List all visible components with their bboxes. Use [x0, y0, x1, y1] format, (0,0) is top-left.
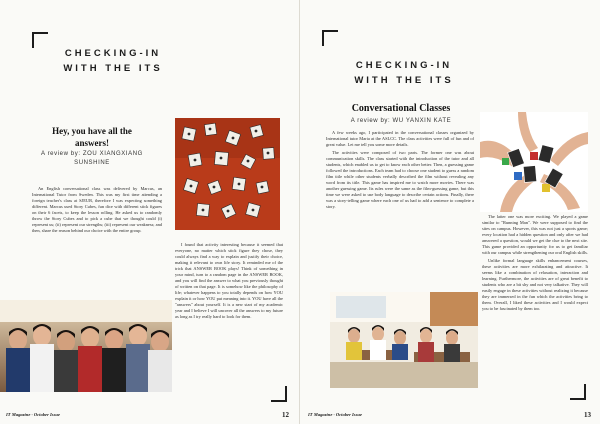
- section-title: [38, 46, 188, 76]
- group-photo: [0, 300, 172, 392]
- corner-bracket-top-left-icon: [322, 30, 338, 46]
- byline: A review by: WU YANXIN KATE: [350, 118, 452, 124]
- classroom-illustration: [330, 292, 478, 388]
- body-paragraph: Unlike formal language skills enhancement courses, these activities are more exhilarating and attractive. It seems like a combination of relaxation, interaction and learning. Furthermore, the activities are of great benefit to students who are a bit shy and not very talkative. They will easily engage in these activities without realizing it because they are immersed in the fun which the activities bring to them. Overall, I liked these activities and I would expect you to be fascinated by them too.: [482, 258, 588, 311]
- corner-bracket-bottom-right-icon: [271, 386, 287, 402]
- classroom-photo: [330, 292, 478, 388]
- section-title: [334, 58, 474, 88]
- left-column-2: [175, 242, 283, 322]
- right-column-1: [326, 130, 474, 212]
- section-title-line-2: WITH THE ITS: [354, 75, 454, 86]
- article-title: Conversational Classes: [351, 103, 451, 114]
- article-title: [18, 125, 166, 149]
- corner-bracket-bottom-right-icon: [570, 384, 586, 400]
- section-title-line-2: WITH THE ITS: [63, 63, 163, 74]
- story-cubes-photo: [175, 118, 280, 230]
- group-photo-illustration: [0, 300, 172, 392]
- byline: [18, 150, 166, 168]
- body-paragraph: The activities were composed of two parts. The former one was about communication skills. The class started with the introduction of the tutor and all students, which enabled us to get to know each other better. Then, a guessing game followed the introductions. Each team had to choose one student to guess a random film title while other students verbally described the film without revealing any word from its title. This game has inspired me to watch more movies. There was another guessing game. Its rules were the same as the film-guessing game, but this time we were asked to use body language to describe certain actions. Finally, there was a story-telling game where each one of us had to add a sentence to complete a story.: [326, 150, 474, 209]
- section-title-line-1: CHECKING-IN: [355, 60, 453, 71]
- hands-cards-illustration: [480, 112, 588, 212]
- byline-line-2: SUNSHINE: [74, 160, 110, 166]
- footer-issue-label: IT Magazine · October Issue: [6, 412, 60, 417]
- page-number: 13: [584, 411, 591, 419]
- right-column-2: [482, 214, 588, 314]
- body-paragraph: A few weeks ago, I participated in the conversational classes organized by International tutor Maria at the ASLCC. The class activities were full of fun and of great value. Let me tell you some more details.: [326, 130, 474, 147]
- hands-cards-photo: [480, 112, 588, 212]
- story-cubes-illustration: [175, 118, 280, 230]
- body-paragraph: The latter one was more exciting. We played a game similar to "Running Man". We were supposed to find the sites on campus. However, this was not just a sports game; every location had a hidden question and only after we had answered a question, would we get the clue to the next site. This game provided an opportunity for us to get familiar with our campus while strengthening our oral English skills.: [482, 214, 588, 255]
- article-title-line-2: answers!: [75, 138, 109, 148]
- body-paragraph: An English conversational class was delivered by Marcus, an International Tutor from Sweden. This was my first time attending a foreign teacher's class at SJEUR, therefore I was expecting something different. Marcus used Story Cubes, fun dice with different stick figures on their 6 facets, to keep the lesson rolling. He asked us to randomly throw the Story Cubes and to pick a cube that we thought could (i) represent us; (ii) represent our strengths; (iii) represent our weakness; and then, share the reason behind our choice with the entire group.: [32, 186, 162, 233]
- page-number: 12: [282, 411, 289, 419]
- body-paragraph: I found that activity interesting because it seemed that everyone, no matter which stick figure they chose, they could always find a way to explain and justify their choice, making it relevant to own life story. It reminded me of the trick that ANSWER BOOK plays! Think of something in your mind, turn to a random page in the ANSWER BOOK, and you will find the answer to what you previously thought of written on that page. It is somehow like the philosophy of life; whatever happens to you totally depends on how YOU explain it or how YOU put meaning into it. YOU have all the "answers" about yourself. It is a new start of my academic year and I believe I will uncover all the answers to my future as long as I try really hard to look for them.: [175, 242, 283, 319]
- left-column-1: [32, 186, 162, 236]
- byline-line-1: A review by: ZOU XIANGXIANG: [41, 151, 143, 157]
- footer-issue-label: IT Magazine · October Issue: [308, 412, 362, 417]
- article-title-line-1: Hey, you have all the: [52, 126, 132, 136]
- right-page: [300, 0, 600, 424]
- section-title-line-1: CHECKING-IN: [64, 48, 162, 59]
